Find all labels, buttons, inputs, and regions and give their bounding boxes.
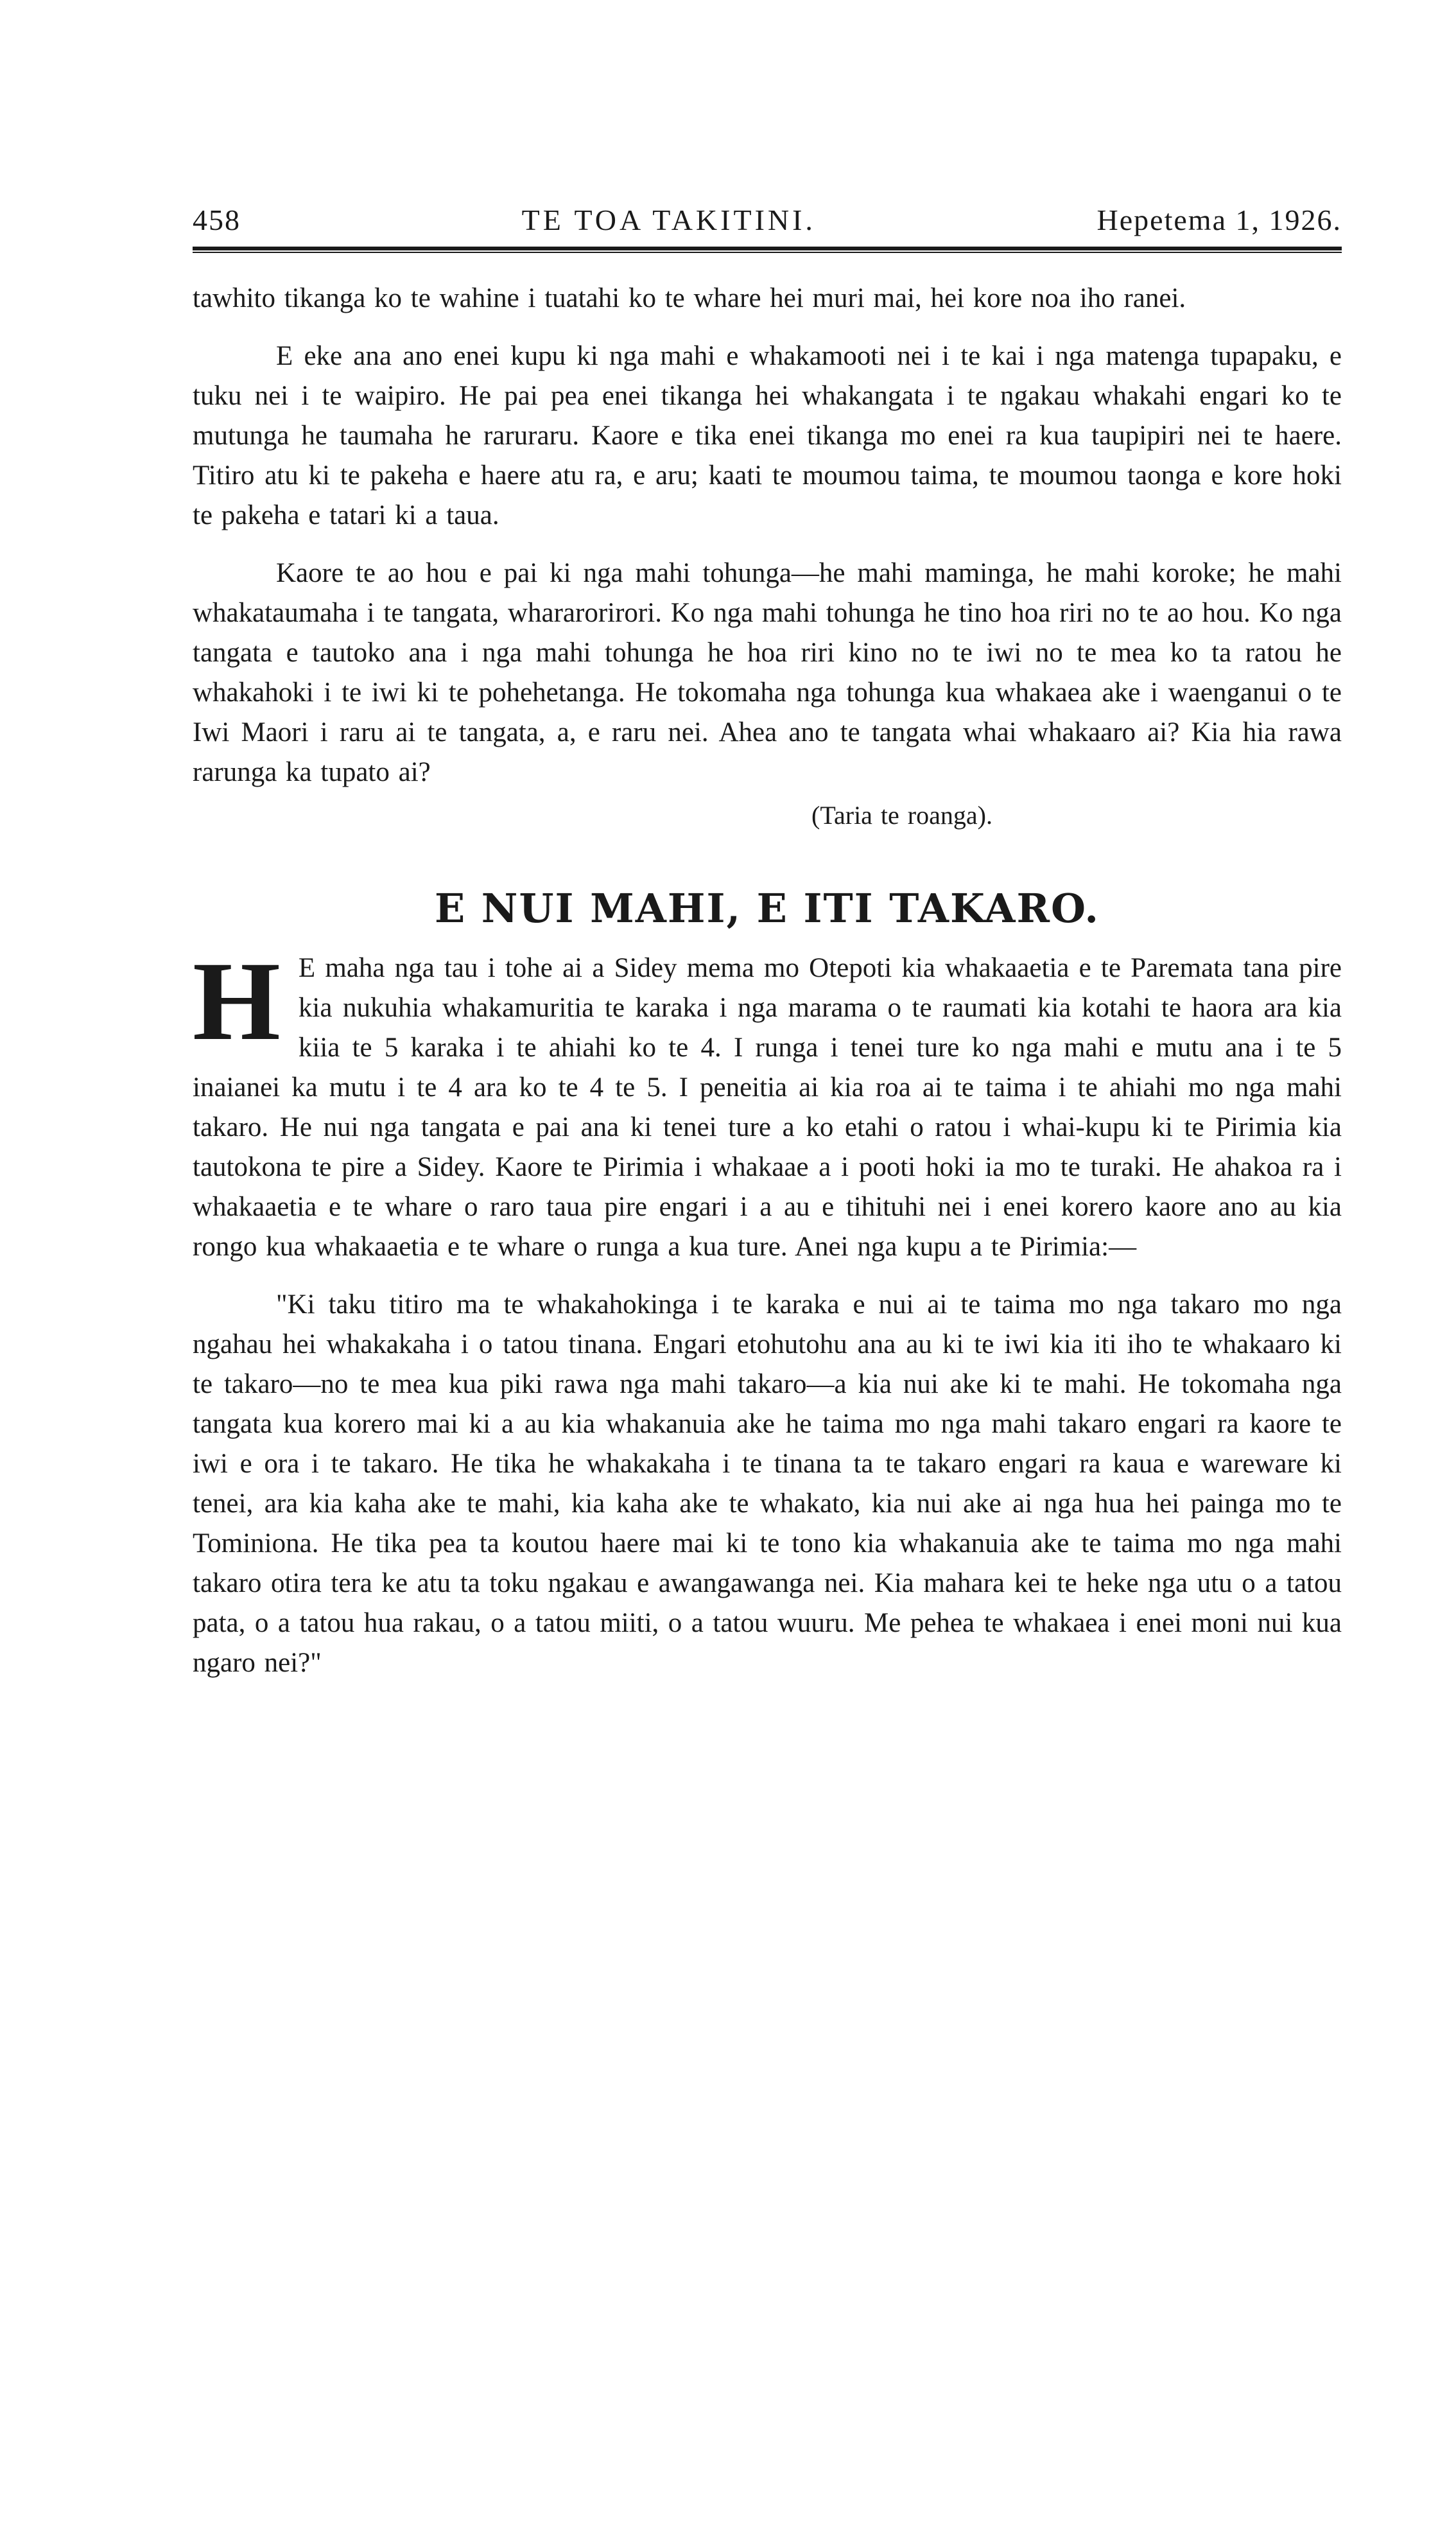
article-lead-paragraph [193,939,1342,1267]
page-number: 458 [193,204,241,236]
publication-title: TE TOA TAKITINI. [521,204,816,236]
article-title: E NUI MAHI, E ITI TAKARO. [434,885,1100,932]
body-paragraph: Kaore te ao hou e pai ki nga mahi tohunga—he mahi maminga, he mahi koroke; he mahi whakataumaha i te tangata, whararorirori. Ko nga mahi tohunga he tino hoa riri no te ao hou. Ko nga tangata e tautoko ana i nga mahi tohunga he hoa riri kino no te iwi no te mea ko ta ratou he whakahoki i te iwi ki te pohehetanga. He tokomaha nga tohunga kua whakaea ake i waenganui o te Iwi Maori i raru ai te tangata, a, e raru nei. Ahea ano te tangata whai whakaaro ai? Kia hia rawa rarunga ka tupato ai? [193,558,1342,787]
issue-date: Hepetema 1, 1926. [1096,204,1342,236]
page [193,205,1342,1683]
header-rule [193,247,1342,250]
header-rule-thin [193,252,1342,253]
article-paragraph: E maha nga tau i tohe ai a Sidey mema mo Otepoti kia whakaaetia e te Paremata tana pire kia nukuhia whakamuritia te karaka i nga marama o te raumati kia kotahi te haora ara kia kiia te 5 karaka i te ahiahi ko te 4. I runga i tenei ture ko nga mahi e mutu ana i te 5 inaianei ka mutu i te 4 ara ko te 4 te 5. I peneitia ai kia roa ai te taima i te ahiahi mo nga mahi takaro. He nui nga tangata e pai ana ki tenei ture a ko etahi o ratou i whai-kupu ki te Pirimia kia tautokona te pire a Sidey. Kaore te Pirimia i whakaae a i pooti hoki ia mo te turaki. He ahakoa ra i whakaaetia e te whare o raro taua pire engari i a au e tihituhi nei i enei korero kaore ano au kia rongo kua whakaaetia e te whare o runga a kua ture. Anei nga kupu a te Pirimia:— [193,953,1342,1262]
body-paragraph: E eke ana ano enei kupu ki nga mahi e whakamooti nei i te kai i nga matenga tupapaku, e tuku nei i te waipiro. He pai pea enei tikanga hei whakangata i te ngakau whakahi engari ko te mutunga he taumaha he raruraru. Kaore e tika enei tikanga mo enei ra kua taupipiri nei te haere. Titiro atu ki te pakeha e haere atu ra, e aru; kaati te moumou taima, te moumou taonga e kore hoki te pakeha e tatari ki a taua. [193,341,1342,530]
drop-cap: H [193,939,281,1064]
continuation-note: (Taria te roanga). [811,801,992,830]
quoted-paragraph: "Ki taku titiro ma te whakahokinga i te karaka e nui ai te taima mo nga takaro mo nga ngahau hei whakakaha i o tatou tinana. Engari etohutohu ana au ki te iwi kia iti iho te whakaaro ki te takaro—no te mea kua piki rawa nga mahi takaro—a kia nui ake ki te mahi. He tokomaha nga tangata kua korero mai ki a au kia whakanuia ake he taima mo nga mahi takaro engari ra kaore te iwi e ora i te takaro. He tika he whakakaha i te tinana ta te takaro engari ra kaua e wareware ki tenei, ara kia kaha ake te mahi, kia kaha ake te whakato, kia nui ake ai nga hua hei painga mo te Tominiona. He tika pea ta koutou haere mai ki te tono kia whakanuia ake te taima mo nga mahi takaro otira tera ke atu ta toku ngakau e awangawanga nei. Kia mahara kei te heke nga utu o a tatou pata, o a tatou hua rakau, o a tatou miiti, o a tatou wuuru. Me pehea te whakaea i enei moni nui kua ngaro nei?" [193,1289,1342,1678]
running-header [193,205,1342,247]
continued-paragraph: tawhito tikanga ko te wahine i tuatahi ko te whare hei muri mai, hei kore noa iho ranei. [193,283,1186,313]
